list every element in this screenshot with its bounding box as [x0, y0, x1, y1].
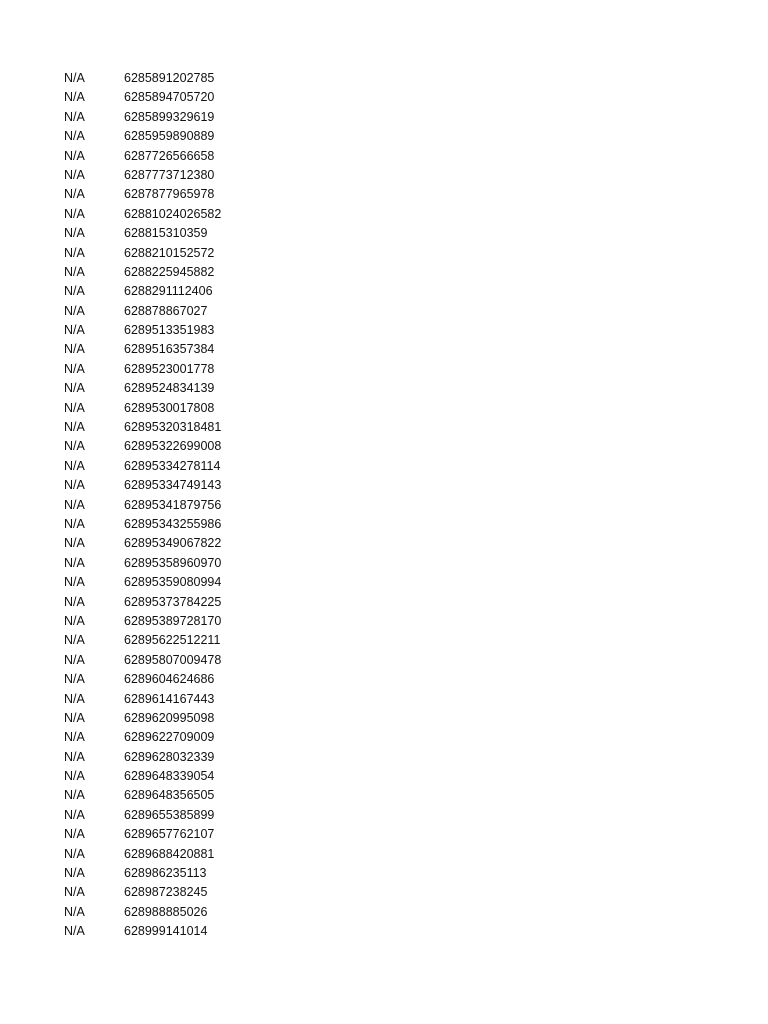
table-row	[64, 88, 704, 107]
status-cell: N/A	[64, 710, 85, 725]
table-row	[64, 418, 704, 437]
status-cell: N/A	[64, 303, 85, 318]
phone-number-cell: 62895622512211	[124, 633, 221, 648]
table-row	[64, 263, 704, 282]
phone-number-cell: 62895807009478	[124, 652, 222, 667]
status-cell: N/A	[64, 555, 85, 570]
phone-number-cell: 6289688420881	[124, 846, 215, 861]
status-cell: N/A	[64, 245, 85, 260]
table-row	[64, 340, 704, 359]
table-row	[64, 224, 704, 243]
status-cell: N/A	[64, 381, 85, 396]
status-cell: N/A	[64, 788, 85, 803]
table-row	[64, 593, 704, 612]
table-row	[64, 728, 704, 747]
table-row	[64, 476, 704, 495]
phone-number-cell: 6289604624686	[124, 672, 215, 687]
phone-number-cell: 628988885026	[124, 904, 208, 919]
phone-number-cell: 6289523001778	[124, 361, 215, 376]
table-row	[64, 573, 704, 592]
status-cell: N/A	[64, 575, 85, 590]
phone-number-cell: 6288225945882	[124, 264, 215, 279]
phone-number-cell: 6287877965978	[124, 187, 215, 202]
table-row	[64, 166, 704, 185]
table-row	[64, 883, 704, 902]
status-cell: N/A	[64, 109, 85, 124]
status-cell: N/A	[64, 323, 85, 338]
phone-number-cell: 6289513351983	[124, 323, 215, 338]
phone-number-cell: 6289648339054	[124, 769, 215, 784]
phone-number-cell: 6289657762107	[124, 827, 215, 842]
table-row	[64, 922, 704, 941]
status-cell: N/A	[64, 264, 85, 279]
phone-number-cell: 62895334749143	[124, 478, 222, 493]
table-row	[64, 321, 704, 340]
status-cell: N/A	[64, 633, 85, 648]
table-row	[64, 825, 704, 844]
phone-number-cell: 62895349067822	[124, 536, 222, 551]
status-cell: N/A	[64, 226, 85, 241]
table-row	[64, 185, 704, 204]
status-cell: N/A	[64, 284, 85, 299]
phone-number-cell: 628987238245	[124, 885, 208, 900]
phone-number-cell: 62895320318481	[124, 420, 222, 435]
phone-number-cell: 62881024026582	[124, 206, 222, 221]
table-row	[64, 360, 704, 379]
phone-number-cell: 62895389728170	[124, 613, 222, 628]
status-cell: N/A	[64, 730, 85, 745]
phone-number-cell: 6289516357384	[124, 342, 215, 357]
status-cell: N/A	[64, 866, 85, 881]
table-row	[64, 631, 704, 650]
table-row	[64, 302, 704, 321]
status-cell: N/A	[64, 342, 85, 357]
status-cell: N/A	[64, 691, 85, 706]
status-cell: N/A	[64, 187, 85, 202]
status-cell: N/A	[64, 361, 85, 376]
table-row	[64, 864, 704, 883]
status-cell: N/A	[64, 827, 85, 842]
phone-number-cell: 6287773712380	[124, 167, 215, 182]
status-cell: N/A	[64, 420, 85, 435]
table-row	[64, 767, 704, 786]
phone-number-cell: 6289622709009	[124, 730, 215, 745]
table-row	[64, 515, 704, 534]
table-row	[64, 690, 704, 709]
status-cell: N/A	[64, 458, 85, 473]
phone-number-cell: 6288210152572	[124, 245, 215, 260]
status-cell: N/A	[64, 148, 85, 163]
phone-number-cell: 628815310359	[124, 226, 208, 241]
status-cell: N/A	[64, 497, 85, 512]
status-cell: N/A	[64, 594, 85, 609]
table-row	[64, 108, 704, 127]
phone-number-cell: 6289628032339	[124, 749, 215, 764]
table-row	[64, 709, 704, 728]
phone-number-cell: 6285899329619	[124, 109, 215, 124]
status-cell: N/A	[64, 924, 85, 939]
table-row	[64, 147, 704, 166]
status-cell: N/A	[64, 885, 85, 900]
status-cell: N/A	[64, 167, 85, 182]
table-row	[64, 806, 704, 825]
status-cell: N/A	[64, 769, 85, 784]
phone-number-cell: 6285894705720	[124, 90, 215, 105]
phone-number-cell: 628986235113	[124, 866, 207, 881]
phone-list	[64, 69, 704, 942]
table-row	[64, 554, 704, 573]
status-cell: N/A	[64, 613, 85, 628]
status-cell: N/A	[64, 516, 85, 531]
phone-number-cell: 6289524834139	[124, 381, 215, 396]
table-row	[64, 670, 704, 689]
status-cell: N/A	[64, 904, 85, 919]
phone-number-cell: 6289620995098	[124, 710, 215, 725]
phone-number-cell: 628999141014	[124, 924, 208, 939]
table-row	[64, 534, 704, 553]
table-row	[64, 244, 704, 263]
phone-number-cell: 62895334278114	[124, 458, 221, 473]
phone-number-cell: 6289614167443	[124, 691, 215, 706]
status-cell: N/A	[64, 652, 85, 667]
phone-number-cell: 6287726566658	[124, 148, 215, 163]
table-row	[64, 399, 704, 418]
table-row	[64, 786, 704, 805]
table-row	[64, 205, 704, 224]
phone-number-cell: 62895373784225	[124, 594, 222, 609]
phone-number-cell: 628878867027	[124, 303, 208, 318]
status-cell: N/A	[64, 478, 85, 493]
phone-number-cell: 6289530017808	[124, 400, 215, 415]
phone-number-cell: 6288291112406	[124, 284, 213, 299]
status-cell: N/A	[64, 90, 85, 105]
phone-number-cell: 62895343255986	[124, 516, 222, 531]
status-cell: N/A	[64, 71, 85, 85]
status-cell: N/A	[64, 846, 85, 861]
phone-number-cell: 6285959890889	[124, 129, 215, 144]
table-row	[64, 496, 704, 515]
table-row	[64, 379, 704, 398]
table-row	[64, 651, 704, 670]
status-cell: N/A	[64, 749, 85, 764]
status-cell: N/A	[64, 400, 85, 415]
phone-number-cell: 6289648356505	[124, 788, 215, 803]
table-row	[64, 612, 704, 631]
phone-number-cell: 6289655385899	[124, 807, 215, 822]
table-row	[64, 69, 704, 88]
status-cell: N/A	[64, 536, 85, 551]
table-row	[64, 282, 704, 301]
status-cell: N/A	[64, 672, 85, 687]
phone-number-cell: 6285891202785	[124, 71, 215, 85]
status-cell: N/A	[64, 129, 85, 144]
table-row	[64, 903, 704, 922]
table-row	[64, 457, 704, 476]
status-cell: N/A	[64, 206, 85, 221]
status-cell: N/A	[64, 439, 85, 454]
status-cell: N/A	[64, 807, 85, 822]
table-row	[64, 845, 704, 864]
phone-number-cell: 62895359080994	[124, 575, 222, 590]
phone-number-cell: 62895322699008	[124, 439, 222, 454]
table-row	[64, 437, 704, 456]
phone-number-cell: 62895358960970	[124, 555, 222, 570]
phone-number-cell: 62895341879756	[124, 497, 222, 512]
table-row	[64, 748, 704, 767]
table-row	[64, 127, 704, 146]
